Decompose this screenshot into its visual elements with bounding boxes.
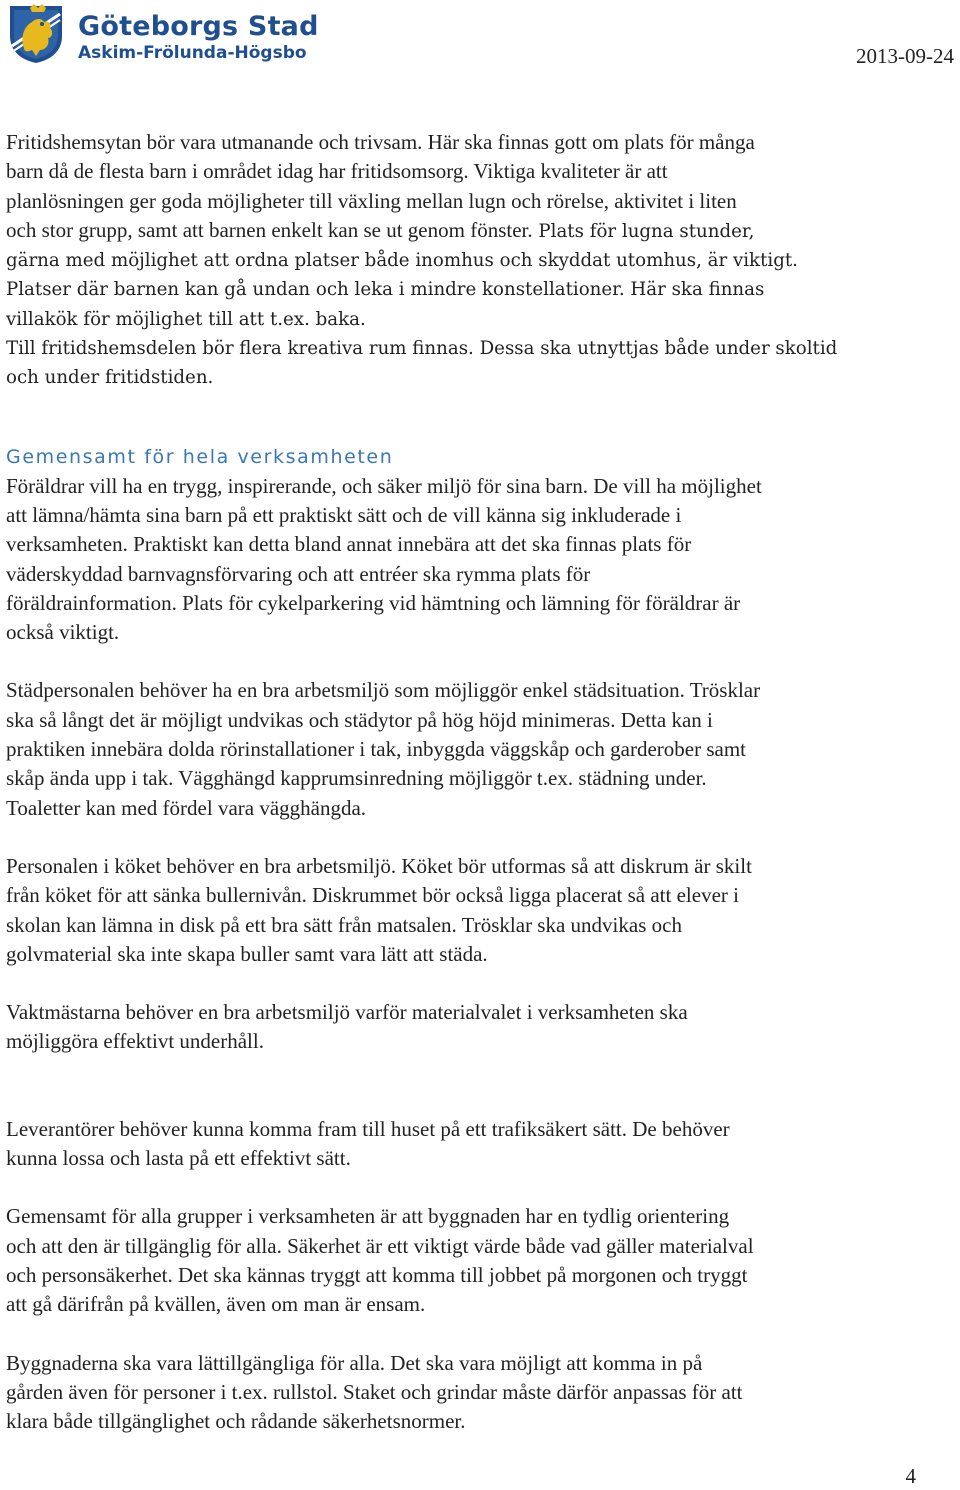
text-line	[6, 216, 956, 246]
text-line: Gemensamt för alla grupper i verksamheten är att byggnaden har en tydlig orientering	[6, 1204, 730, 1229]
text-line: klara både tillgänglighet och rådande säkerhetsnormer.	[6, 1409, 466, 1434]
text-line: Fritidshemsytan bör vara utmanande och trivsam. Här ska finnas gott om plats för många	[6, 130, 755, 154]
text-line: barn då de flesta barn i området idag har fritidsomsorg. Viktiga kvaliteter är att	[6, 159, 668, 184]
text-line: Personalen i köket behöver en bra arbetsmiljö. Köket bör utformas så att diskrum är skilt	[6, 853, 752, 878]
section-heading: Gemensamt för hela verksamheten	[6, 445, 394, 468]
cleaning-paragraph	[6, 676, 956, 822]
janitors-paragraph	[6, 998, 956, 1057]
text-line: skolan kan lämna in disk på ett bra sätt från matsalen. Trösklar ska undvikas och	[6, 912, 682, 937]
text-line: att lämna/hämta sina barn på ett praktiskt sätt och de vill känna sig inkluderade i	[6, 502, 682, 527]
text-line: verksamheten. Praktiskt kan detta bland annat innebära att det ska finnas plats för	[6, 532, 692, 557]
text-line: också viktigt.	[6, 620, 120, 645]
text-line: möjliggöra effektivt underhåll.	[6, 1029, 264, 1054]
text-line: Till fritidshemsdelen bör flera kreativa rum finnas. Dessa ska utnyttjas både under skoltid	[6, 338, 838, 360]
organization-name: Göteborgs Stad	[78, 11, 319, 42]
kitchen-paragraph	[6, 852, 956, 969]
text-line: och under fritidstiden.	[6, 367, 214, 389]
text-line: Toaletter kan med fördel vara vägghängda.	[6, 795, 367, 820]
organization-unit: Askim-Frölunda-Högsbo	[78, 43, 307, 63]
text-line: gärna med möjlighet att ordna platser både inomhus och skyddat utomhus, är viktigt.	[6, 250, 798, 272]
text-line: praktiken innebära dolda rörinstallationer i tak, inbyggda väggskåp och garderober samt	[6, 737, 747, 762]
page-number: 4	[905, 1464, 916, 1488]
text-line: Platser där barnen kan gå undan och leka i mindre konstellationer. Här ska finnas	[6, 279, 765, 301]
common-paragraph	[6, 1202, 956, 1319]
accessibility-paragraph	[6, 1349, 956, 1437]
text-line: Leverantörer behöver kunna komma fram till huset på ett trafiksäkert sätt. De behöver	[6, 1116, 730, 1141]
text-line: väderskyddad barnvagnsförvaring och att entréer ska rymma plats för	[6, 561, 591, 586]
suppliers-paragraph	[6, 1115, 956, 1174]
text-line: gården även för personer i t.ex. rullstol. Staket och grindar måste därför anpassas för att	[6, 1379, 743, 1404]
text-fragment: Plats för lugna stunder,	[532, 220, 755, 242]
text-line: föräldrainformation. Plats för cykelparkering vid hämtning och lämning för föräldrar är	[6, 590, 741, 615]
city-coat-of-arms-icon	[6, 2, 66, 64]
text-line: skåp ända upp i tak. Vägghängd kapprumsinredning möjliggör t.ex. städning under.	[6, 766, 707, 791]
text-line: Städpersonalen behöver ha en bra arbetsmiljö som möjliggör enkel städsituation. Trösklar	[6, 678, 761, 703]
text-line: Vaktmästarna behöver en bra arbetsmiljö varför materialvalet i verksamheten ska	[6, 1000, 688, 1025]
organization-title	[78, 12, 319, 64]
text-line: ska så långt det är möjligt undvikas och städytor på hög höjd minimeras. Detta kan i	[6, 707, 713, 732]
text-line: kunna lossa och lasta på ett effektivt sätt.	[6, 1146, 351, 1171]
intro-paragraph	[6, 128, 956, 393]
parents-paragraph	[6, 472, 956, 648]
text-line: och att den är tillgänglig för alla. Säkerhet är ett viktigt värde både vad gäller materialval	[6, 1233, 754, 1258]
text-line: golvmaterial ska inte skapa buller samt vara lätt att städa.	[6, 941, 488, 966]
text-line: Föräldrar vill ha en trygg, inspirerande, och säker miljö för sina barn. De vill ha möjlighet	[6, 473, 762, 498]
text-line: och personsäkerhet. Det ska kännas tryggt att komma till jobbet på morgonen och tryggt	[6, 1262, 748, 1287]
text-line: att gå därifrån på kvällen, även om man är ensam.	[6, 1292, 426, 1317]
document-date: 2013-09-24	[856, 44, 954, 68]
text-line: villakök för möjlighet till att t.ex. baka.	[6, 308, 366, 330]
text-line: från köket för att sänka bullernivån. Diskrummet bör också ligga placerat så att elever i	[6, 883, 739, 908]
document-body	[6, 128, 956, 1436]
text-line: planlösningen ger goda möjligheter till växling mellan lugn och rörelse, aktivitet i liten	[6, 188, 737, 213]
text-fragment: och stor grupp, samt att barnen enkelt kan se ut genom fönster.	[6, 217, 533, 242]
text-line: Byggnaderna ska vara lättillgängliga för alla. Det ska vara möjligt att komma in på	[6, 1350, 703, 1375]
